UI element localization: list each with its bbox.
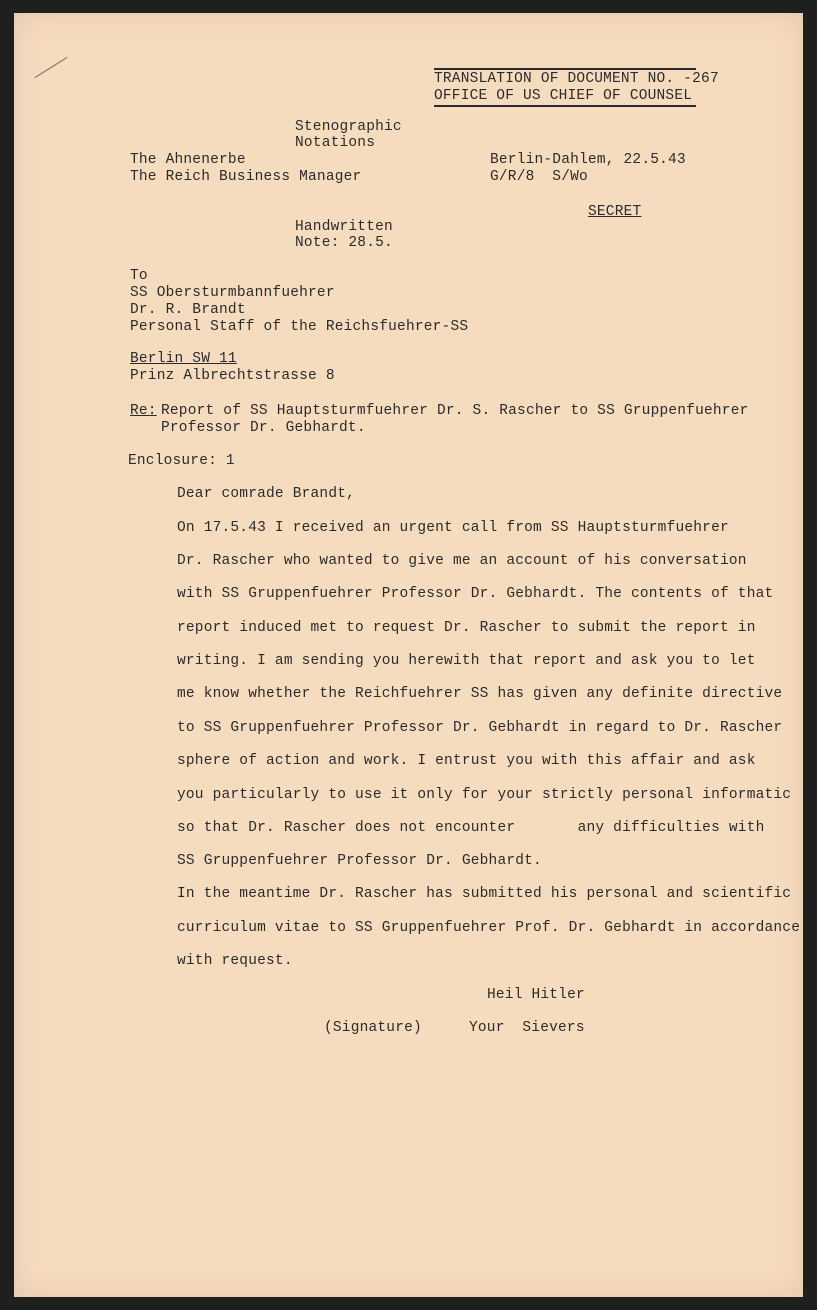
salutation: Dear comrade Brandt, — [177, 486, 356, 502]
place-date: Berlin-Dahlem, 22.5.43 — [490, 152, 686, 168]
translation-line-1: TRANSLATION OF DOCUMENT NO. -267 — [434, 71, 719, 87]
recipient-line-2: Dr. R. Brandt — [130, 302, 246, 318]
handwritten-line-1: Handwritten — [295, 219, 393, 235]
body-line: curriculum vitae to SS Gruppenfuehrer Prof. Dr. Gebhardt in accordance — [177, 920, 801, 936]
classification: SECRET — [588, 204, 642, 220]
sender-title: The Reich Business Manager — [130, 169, 362, 185]
body-line: so that Dr. Rascher does not encounter any difficulties with — [177, 820, 765, 836]
document-page — [14, 13, 803, 1297]
sender-org: The Ahnenerbe — [130, 152, 246, 168]
body-line: writing. I am sending you herewith that report and ask you to let — [177, 653, 756, 669]
recipient-line-1: SS Obersturmbannfuehrer — [130, 285, 335, 301]
recipient-street: Prinz Albrechtstrasse 8 — [130, 368, 335, 384]
body-line: SS Gruppenfuehrer Professor Dr. Gebhardt. — [177, 853, 542, 869]
reference: G/R/8 S/Wo — [490, 169, 588, 185]
body-line: to SS Gruppenfuehrer Professor Dr. Gebhardt in regard to Dr. Rascher — [177, 720, 783, 736]
body-line: In the meantime Dr. Rascher has submitted his personal and scientific — [177, 886, 792, 902]
closing-greeting: Heil Hitler — [487, 987, 585, 1003]
subject-line-1: Report of SS Hauptsturmfuehrer Dr. S. Rascher to SS Gruppenfuehrer — [161, 403, 749, 419]
closing-signature: (Signature) — [324, 1020, 422, 1036]
steno-line-2: Notations — [295, 135, 376, 151]
steno-line-1: Stenographic — [295, 119, 402, 135]
body-line: On 17.5.43 I received an urgent call from SS Hauptsturmfuehrer — [177, 520, 729, 536]
body-line: me know whether the Reichfuehrer SS has given any definite directive — [177, 686, 783, 702]
recipient-line-3: Personal Staff of the Reichsfuehrer-SS — [130, 319, 469, 335]
header-top-rule — [434, 68, 696, 70]
body-line: with SS Gruppenfuehrer Professor Dr. Gebhardt. The contents of that — [177, 586, 774, 602]
body-line: Dr. Rascher who wanted to give me an account of his conversation — [177, 553, 747, 569]
body-line: sphere of action and work. I entrust you with this affair and ask — [177, 753, 756, 769]
closing-name: Your Sievers — [469, 1020, 585, 1036]
recipient-to: To — [130, 268, 148, 284]
enclosure: Enclosure: 1 — [128, 453, 235, 469]
body-line: with request. — [177, 953, 293, 969]
pencil-mark — [35, 57, 68, 78]
body-line: you particularly to use it only for your strictly personal informatic — [177, 787, 792, 803]
header-bottom-rule — [434, 105, 696, 107]
subject-line-2: Professor Dr. Gebhardt. — [161, 420, 366, 436]
body-line: report induced met to request Dr. Rascher to submit the report in — [177, 620, 756, 636]
subject-label: Re: — [130, 403, 157, 419]
recipient-city: Berlin SW 11 — [130, 351, 237, 367]
translation-line-2: OFFICE OF US CHIEF OF COUNSEL — [434, 88, 693, 104]
handwritten-line-2: Note: 28.5. — [295, 235, 393, 251]
